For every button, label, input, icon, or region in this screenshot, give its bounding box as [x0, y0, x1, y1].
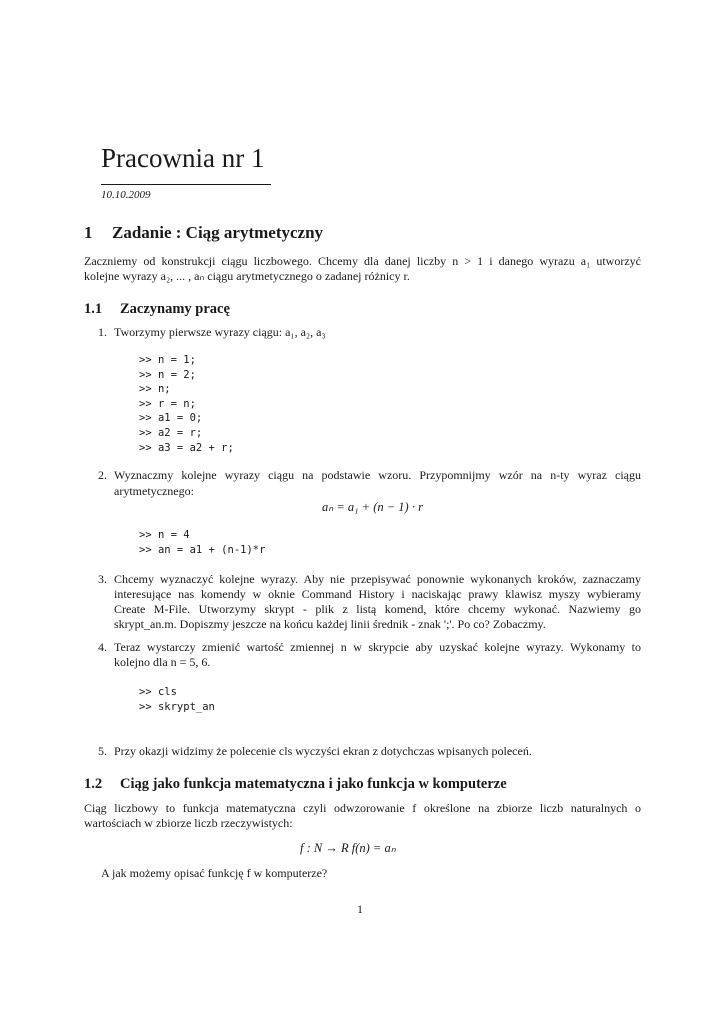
list-item-3-label: 3.: [98, 572, 107, 586]
section-1-title: Zadanie : Ciąg arytmetyczny: [112, 223, 324, 242]
section-1-2-question: A jak możemy opisać funkcję f w komputerze?: [101, 866, 328, 880]
section-1-1-title: Zaczynamy pracę: [120, 301, 230, 317]
section-1-number: 1: [84, 223, 93, 242]
section-1-intro-line-2: kolejne wyrazy a₂, ... , aₙ ciągu arytmetycznego o zadanej różnicy r.: [84, 269, 410, 283]
list-item-3-line-2: interesujące nas komendy w oknie Command History i naciskając prawy klawisz myszy wybieramy: [114, 587, 641, 601]
section-1-2-line-1: Ciąg liczbowy to funkcja matematyczna czyli odwzorowanie f określone na zbiorze liczb naturalnych o: [84, 801, 641, 815]
list-item-4-line-1: Teraz wystarczy zmienić wartość zmiennej n w skrypcie aby uzyskać kolejne wyrazy. Wykonamy to: [114, 640, 641, 654]
list-item-1-label: 1.: [98, 325, 107, 339]
section-1-2-line-2: wartościach w zbiorze liczb rzeczywistych:: [84, 816, 293, 830]
section-1-1-number: 1.1: [84, 301, 103, 317]
page-number: 1: [357, 902, 363, 916]
list-item-2-line-2: arytmetycznego:: [114, 484, 194, 498]
list-item-4-line-2: kolejno dla n = 5, 6.: [114, 655, 211, 669]
section-1-heading: [84, 223, 323, 243]
list-item-2-label: 2.: [98, 468, 107, 482]
list-item-2-line-1: Wyznaczmy kolejne wyrazy ciągu na podstawie wzoru. Przypomnijmy wzór na n-ty wyraz ciągu: [114, 468, 641, 482]
section-1-2-heading: [84, 776, 507, 793]
code-block-1: >> n = 1; >> n = 2; >> n; >> r = n; >> a1 = 0; >> a2 = r; >> a3 = a2 + r;: [139, 354, 234, 454]
section-1-2-title: Ciąg jako funkcja matematyczna i jako funkcja w komputerze: [120, 776, 507, 792]
list-item-5-text: Przy okazji widzimy że polecenie cls wyczyści ekran z dotychczas wpisanych poleceń.: [114, 744, 532, 758]
formula-sequence-function: f : N → R f(n) = aₙ: [300, 841, 396, 855]
section-1-intro-line-1: Zaczniemy od konstrukcji ciągu liczbowego. Chcemy dla danej liczby n > 1 i danego wyrazu a₁ utworzyć: [84, 254, 641, 268]
section-1-2-number: 1.2: [84, 776, 103, 792]
list-item-5-label: 5.: [98, 744, 107, 758]
document-title: Pracownia nr 1: [101, 143, 265, 173]
list-item-3-line-1: Chcemy wyznaczyć kolejne wyrazy. Aby nie przepisywać ponownie wykonanych kroków, zaznaczamy: [114, 572, 641, 586]
list-item-3-line-3: Create M-File. Utworzymy skrypt - plik z listą komend, które chcemy wykonać. Nazwiemy go: [114, 602, 641, 616]
list-item-1-text: Tworzymy pierwsze wyrazy ciągu: a₁, a₂, a₃: [114, 325, 326, 339]
list-item-3-line-4: skrypt_an.m. Dopiszmy jeszcze na końcu każdej linii średnik - znak ';'. Po co? Zobaczmy.: [114, 617, 546, 631]
code-block-3: >> cls >> skrypt_an: [139, 686, 215, 713]
section-1-1-heading: [84, 301, 230, 318]
code-block-2: >> n = 4 >> an = a1 + (n-1)*r: [139, 529, 266, 556]
title-underline: [101, 184, 271, 185]
list-item-4-label: 4.: [98, 640, 107, 654]
formula-arithmetic-term: aₙ = a₁ + (n − 1) · r: [322, 500, 423, 514]
document-date: 10.10.2009: [101, 189, 151, 201]
